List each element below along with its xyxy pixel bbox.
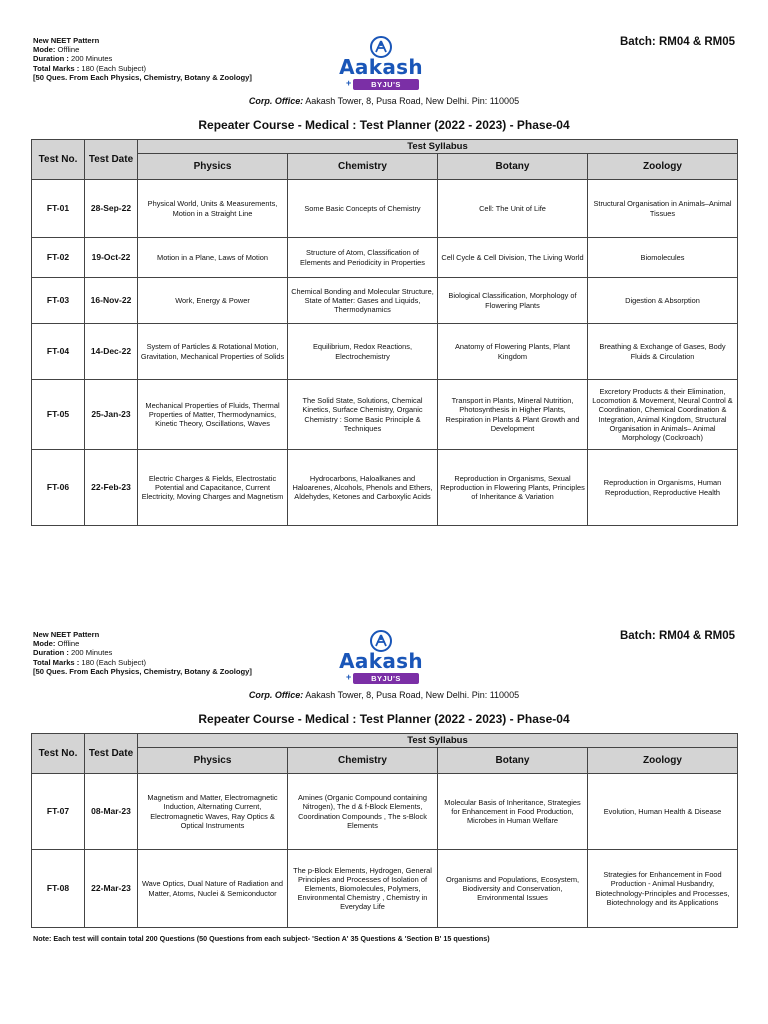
chemistry-cell: Chemical Bonding and Molecular Structure, State of Matter: Gases and Liquids, Thermodynamics bbox=[288, 278, 438, 324]
marks-value: 180 (Each Subject) bbox=[81, 63, 146, 73]
corp-office-address: Aakash Tower, 8, Pusa Road, New Delhi. Pin: 110005 bbox=[305, 96, 520, 106]
marks-label: Total Marks : bbox=[33, 657, 80, 667]
physics-cell: System of Particles & Rotational Motion, Gravitation, Mechanical Properties of Solids bbox=[138, 324, 288, 380]
aakash-logo bbox=[338, 630, 424, 686]
col-test-date: Test Date bbox=[85, 734, 138, 774]
test-date: 22-Feb-23 bbox=[85, 450, 138, 526]
col-botany: Botany bbox=[438, 748, 588, 774]
corp-office-label: Corp. Office: bbox=[248, 96, 304, 106]
table-row bbox=[32, 238, 738, 278]
physics-cell: Magnetism and Matter, Electromagnetic Induction, Alternating Current, Electromagnetic Waves, Ray Optics & Optical Instruments bbox=[138, 774, 288, 850]
pattern-label: New NEET Pattern bbox=[33, 36, 100, 45]
chemistry-cell: The p-Block Elements, Hydrogen, General Principles and Processes of Isolation of Elements, Biomolecules, Polymers, Environmental Chemistry , Chemistry in Everyday Life bbox=[288, 850, 438, 928]
aakash-logo bbox=[338, 36, 424, 92]
logo-wordmark: Aakash bbox=[339, 649, 423, 673]
pattern-label: New NEET Pattern bbox=[33, 630, 100, 639]
table-row bbox=[32, 380, 738, 450]
duration-value: 200 Minutes bbox=[70, 54, 113, 64]
logo-plus: + bbox=[346, 672, 352, 682]
botany-cell: Anatomy of Flowering Plants, Plant Kingdom bbox=[438, 324, 588, 380]
zoology-cell: Excretory Products & their Elimination, Locomotion & Movement, Neural Control & Coordination, Chemical Coordination & Integration, Animal Kingdom, Structural Organisation in Animals– Animal Morphology (Cockroach) bbox=[588, 380, 738, 450]
questions-note: [50 Ques. From Each Physics, Chemistry, Botany & Zoology] bbox=[33, 72, 252, 82]
botany-cell: Cell: The Unit of Life bbox=[438, 180, 588, 238]
physics-cell: Physical World, Units & Measurements, Motion in a Straight Line bbox=[138, 180, 288, 238]
marks-label: Total Marks : bbox=[33, 63, 80, 73]
physics-cell: Motion in a Plane, Laws of Motion bbox=[138, 238, 288, 278]
questions-note: [50 Ques. From Each Physics, Chemistry, Botany & Zoology] bbox=[33, 666, 252, 676]
mode-value: Offline bbox=[57, 45, 80, 55]
col-botany: Botany bbox=[438, 154, 588, 180]
test-id: FT-06 bbox=[32, 450, 85, 526]
physics-cell: Wave Optics, Dual Nature of Radiation and Matter, Atoms, Nuclei & Semiconductor bbox=[138, 850, 288, 928]
test-planner-table bbox=[31, 733, 738, 928]
mode-label: Mode: bbox=[33, 639, 56, 649]
logo-wordmark: Aakash bbox=[339, 55, 423, 79]
exam-info bbox=[33, 36, 252, 82]
chemistry-cell: Structure of Atom, Classification of Elements and Periodicity in Properties bbox=[288, 238, 438, 278]
test-id: FT-02 bbox=[32, 238, 85, 278]
marks-value: 180 (Each Subject) bbox=[81, 657, 146, 667]
col-chemistry: Chemistry bbox=[288, 748, 438, 774]
botany-cell: Cell Cycle & Cell Division, The Living World bbox=[438, 238, 588, 278]
chemistry-cell: The Solid State, Solutions, Chemical Kinetics, Surface Chemistry, Organic Chemistry : Some Basic Principle & Techniques bbox=[288, 380, 438, 450]
test-id: FT-07 bbox=[32, 774, 85, 850]
test-id: FT-03 bbox=[32, 278, 85, 324]
byjus-badge: BYJU'S bbox=[353, 673, 419, 684]
test-date: 22-Mar-23 bbox=[85, 850, 138, 928]
zoology-cell: Reproduction in Organisms, Human Reproduction, Reproductive Health bbox=[588, 450, 738, 526]
col-chemistry: Chemistry bbox=[288, 154, 438, 180]
duration-label: Duration : bbox=[33, 54, 69, 64]
byjus-badge: BYJU'S bbox=[353, 79, 419, 90]
table-row bbox=[32, 450, 738, 526]
corp-office-label: Corp. Office: bbox=[248, 690, 304, 700]
col-physics: Physics bbox=[138, 154, 288, 180]
botany-cell: Transport in Plants, Mineral Nutrition, Photosynthesis in Higher Plants, Respiration in Plants & Plant Growth and Development bbox=[438, 380, 588, 450]
chemistry-cell: Hydrocarbons, Haloalkanes and Haloarenes, Alcohols, Phenols and Ethers, Aldehydes, Ketones and Carboxylic Acids bbox=[288, 450, 438, 526]
col-test-date: Test Date bbox=[85, 140, 138, 180]
test-date: 19-Oct-22 bbox=[85, 238, 138, 278]
zoology-cell: Structural Organisation in Animals–Animal Tissues bbox=[588, 180, 738, 238]
botany-cell: Biological Classification, Morphology of Flowering Plants bbox=[438, 278, 588, 324]
exam-info bbox=[33, 630, 252, 676]
batch-label: Batch: RM04 & RM05 bbox=[619, 36, 735, 48]
col-test-syllabus: Test Syllabus bbox=[138, 140, 738, 154]
botany-cell: Organisms and Populations, Ecosystem, Biodiversity and Conservation, Environmental Issues bbox=[438, 850, 588, 928]
col-zoology: Zoology bbox=[588, 154, 738, 180]
test-date: 25-Jan-23 bbox=[85, 380, 138, 450]
col-test-syllabus: Test Syllabus bbox=[138, 734, 738, 748]
page-title: Repeater Course - Medical : Test Planner (2022 - 2023) - Phase-04 bbox=[198, 118, 570, 132]
table-row bbox=[32, 278, 738, 324]
corp-office bbox=[0, 690, 768, 700]
test-date: 14-Dec-22 bbox=[85, 324, 138, 380]
corp-office-address: Aakash Tower, 8, Pusa Road, New Delhi. Pin: 110005 bbox=[305, 690, 520, 700]
botany-cell: Molecular Basis of Inheritance, Strategies for Enhancement in Food Production, Microbes in Human Welfare bbox=[438, 774, 588, 850]
corp-office bbox=[0, 96, 768, 106]
zoology-cell: Breathing & Exchange of Gases, Body Fluids & Circulation bbox=[588, 324, 738, 380]
test-id: FT-05 bbox=[32, 380, 85, 450]
test-planner-table bbox=[31, 139, 738, 526]
physics-cell: Electric Charges & Fields, Electrostatic Potential and Capacitance, Current Electricity, Moving Charges and Magnetism bbox=[138, 450, 288, 526]
col-zoology: Zoology bbox=[588, 748, 738, 774]
batch-label: Batch: RM04 & RM05 bbox=[619, 630, 735, 642]
physics-cell: Mechanical Properties of Fluids, Thermal Properties of Matter, Thermodynamics, Kinetic Theory, Oscillations, Waves bbox=[138, 380, 288, 450]
test-id: FT-04 bbox=[32, 324, 85, 380]
chemistry-cell: Amines (Organic Compound containing Nitrogen), The d & f-Block Elements, Coordination Compounds , The s-Block Elements bbox=[288, 774, 438, 850]
page-title: Repeater Course - Medical : Test Planner (2022 - 2023) - Phase-04 bbox=[198, 712, 570, 726]
physics-cell: Work, Energy & Power bbox=[138, 278, 288, 324]
col-test-no: Test No. bbox=[32, 734, 85, 774]
chemistry-cell: Equilibrium, Redox Reactions, Electrochemistry bbox=[288, 324, 438, 380]
mode-value: Offline bbox=[57, 639, 80, 649]
table-row bbox=[32, 324, 738, 380]
footnote: Note: Each test will contain total 200 Questions (50 Questions from each subject- 'Section A' 35 Questions & 'Section B' 15 questions) bbox=[33, 934, 490, 943]
chemistry-cell: Some Basic Concepts of Chemistry bbox=[288, 180, 438, 238]
test-date: 28-Sep-22 bbox=[85, 180, 138, 238]
test-id: FT-08 bbox=[32, 850, 85, 928]
table-row bbox=[32, 850, 738, 928]
botany-cell: Reproduction in Organisms, Sexual Reproduction in Flowering Plants, Principles of Inheritance & Variation bbox=[438, 450, 588, 526]
col-physics: Physics bbox=[138, 748, 288, 774]
table-row bbox=[32, 180, 738, 238]
duration-label: Duration : bbox=[33, 648, 69, 658]
logo-plus: + bbox=[346, 78, 352, 88]
duration-value: 200 Minutes bbox=[70, 648, 113, 658]
zoology-cell: Evolution, Human Health & Disease bbox=[588, 774, 738, 850]
table-row bbox=[32, 774, 738, 850]
zoology-cell: Strategies for Enhancement in Food Production - Animal Husbandry, Biotechnology-Principles and Processes, Biotechnology and its Applications bbox=[588, 850, 738, 928]
col-test-no: Test No. bbox=[32, 140, 85, 180]
zoology-cell: Biomolecules bbox=[588, 238, 738, 278]
test-date: 08-Mar-23 bbox=[85, 774, 138, 850]
test-date: 16-Nov-22 bbox=[85, 278, 138, 324]
test-id: FT-01 bbox=[32, 180, 85, 238]
mode-label: Mode: bbox=[33, 45, 56, 55]
zoology-cell: Digestion & Absorption bbox=[588, 278, 738, 324]
